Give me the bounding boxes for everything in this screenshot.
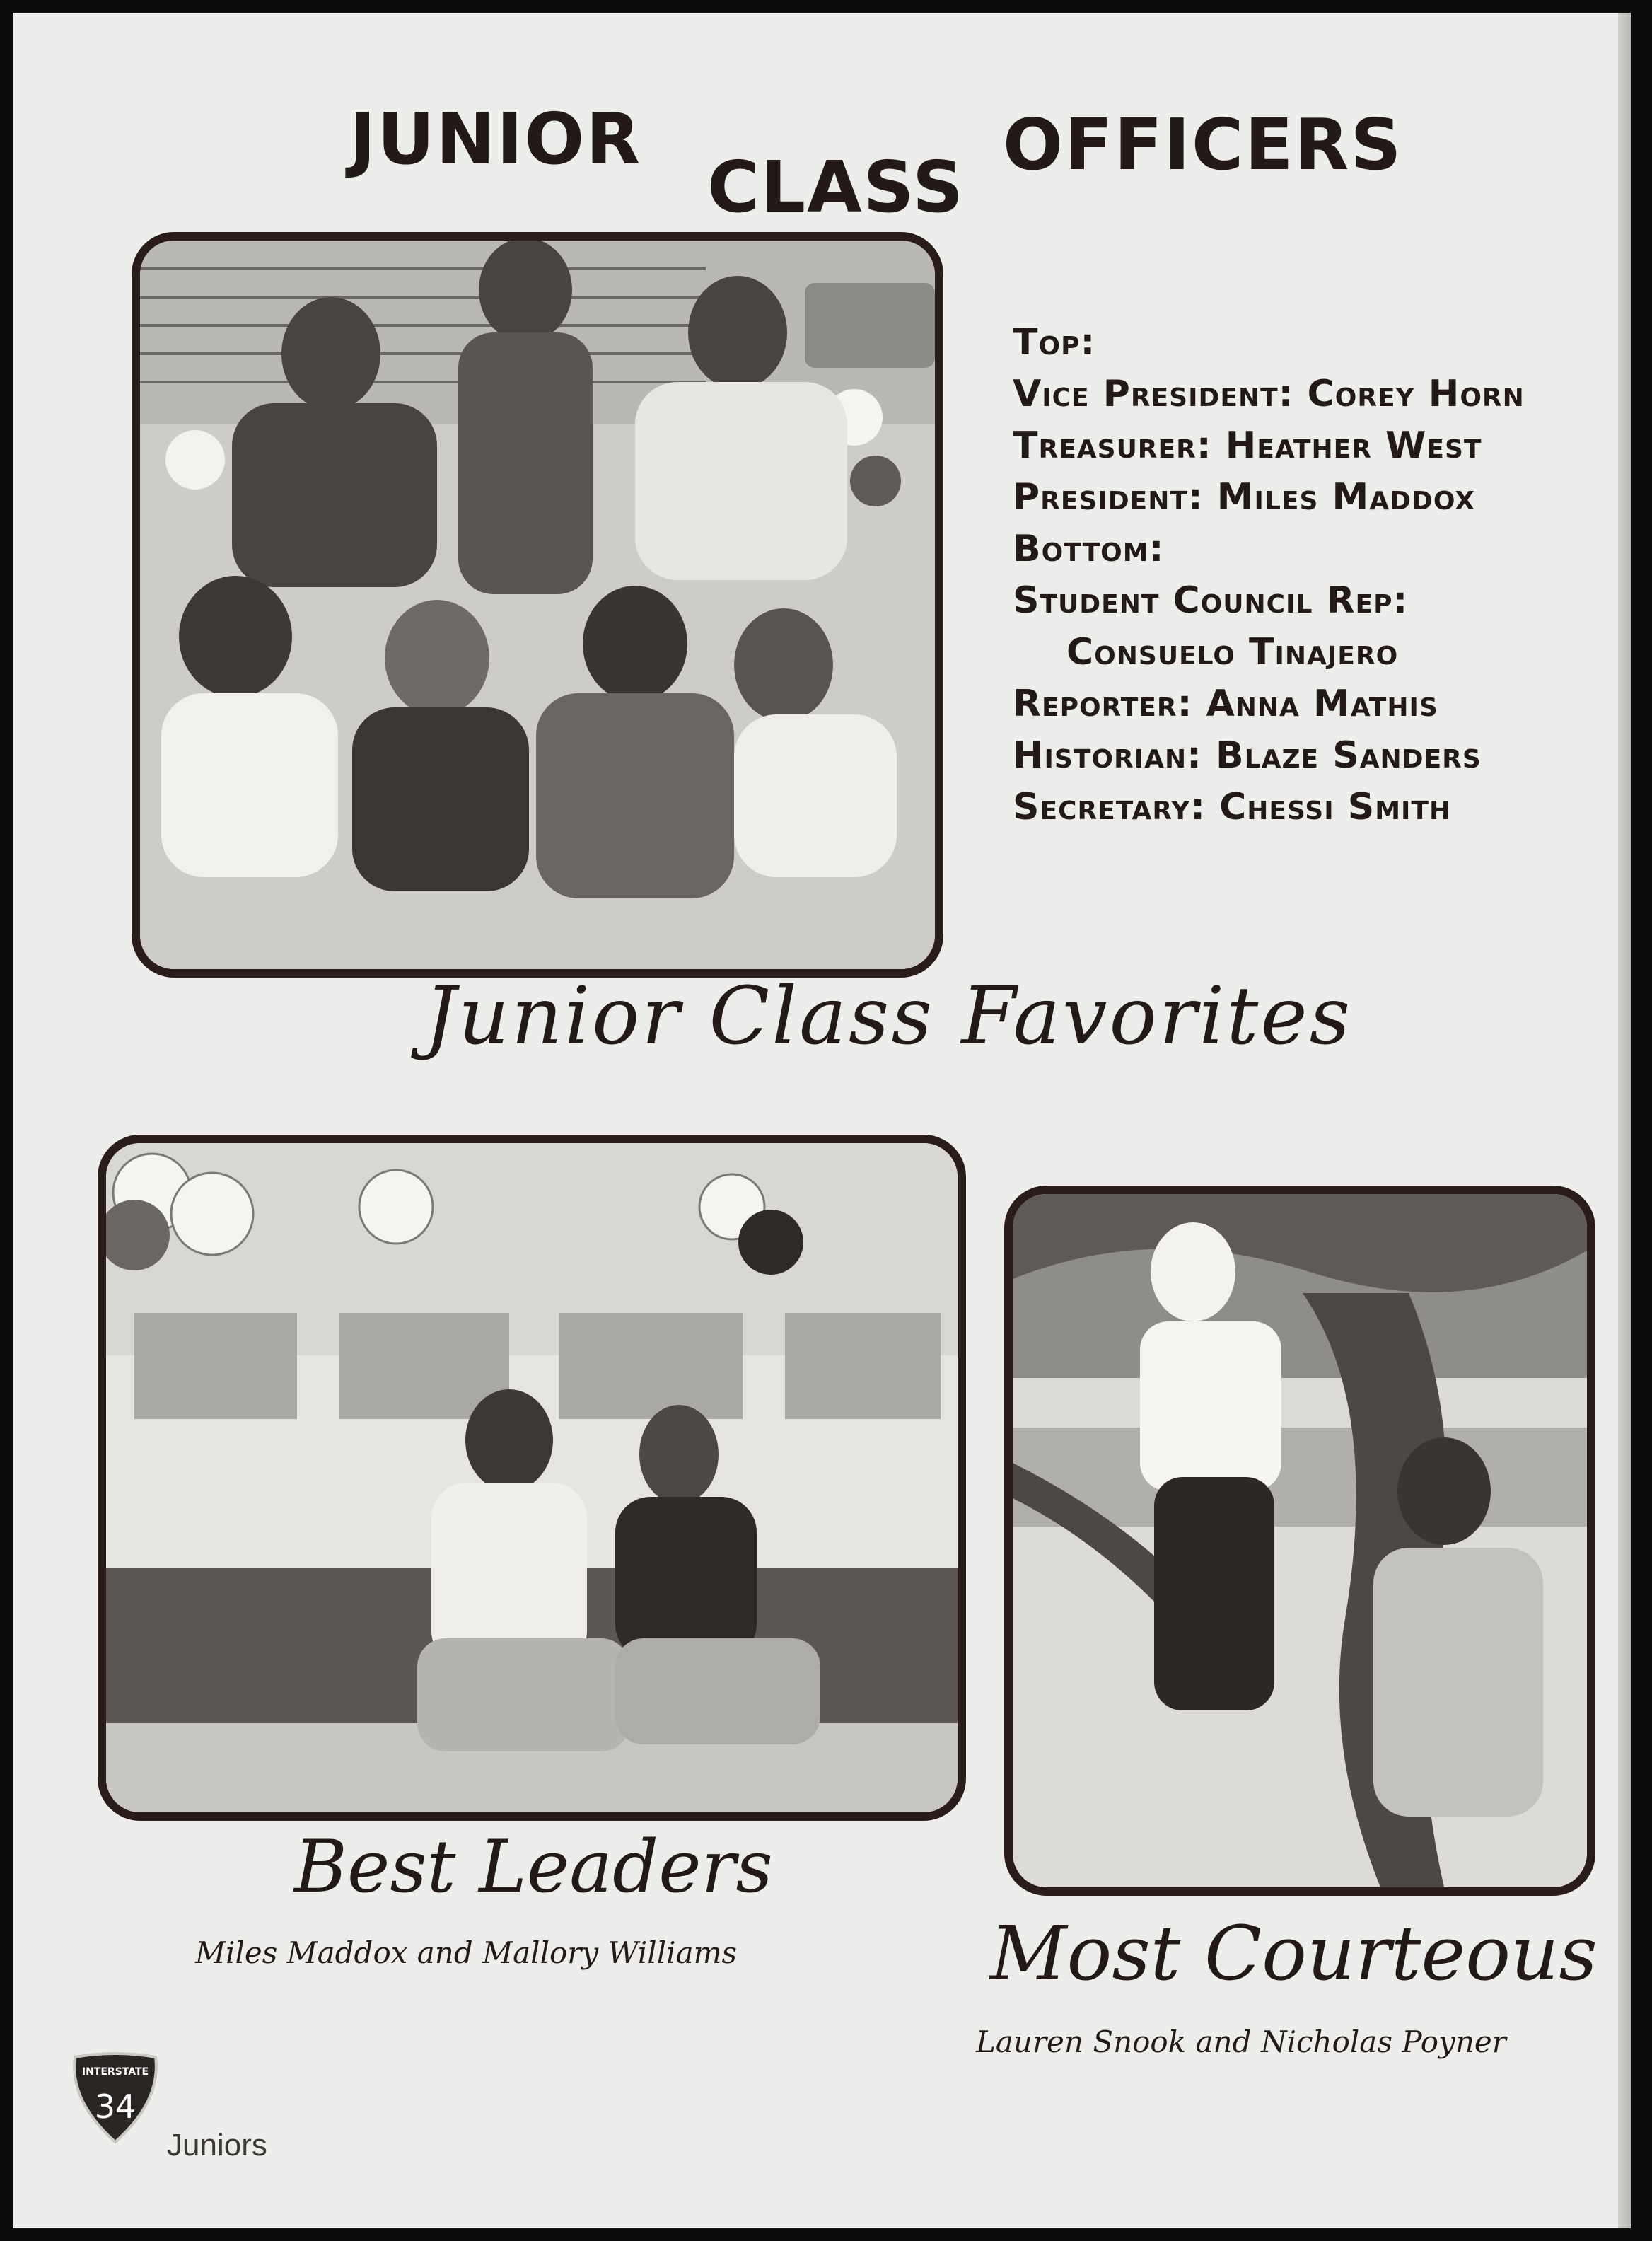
- title-word-junior: JUNIOR: [349, 98, 642, 180]
- officers-line-president: President: Miles Maddox: [1013, 476, 1475, 519]
- officers-line-secretary: Secretary: Chessi Smith: [1013, 786, 1452, 828]
- most-courteous-scene: [1013, 1194, 1587, 1887]
- best-leaders-names: Miles Maddox and Mallory Williams: [195, 1935, 738, 1970]
- best-leaders-photo: [98, 1135, 966, 1821]
- officers-line-reporter: Reporter: Anna Mathis: [1013, 683, 1438, 725]
- most-courteous-photo: [1004, 1186, 1595, 1896]
- page-number: 34: [94, 2087, 136, 2126]
- officers-line-bottom: Bottom:: [1013, 528, 1165, 570]
- best-leaders-title: Best Leaders: [294, 1825, 773, 1909]
- most-courteous-title: Most Courteous: [990, 1910, 1598, 1997]
- officers-line-student-council: Student Council Rep:: [1013, 579, 1409, 622]
- favorites-heading: Junior Class Favorites: [424, 971, 1353, 1062]
- most-courteous-names: Lauren Snook and Nicholas Poyner: [976, 2025, 1506, 2059]
- officers-line-treasurer: Treasurer: Heather West: [1013, 424, 1482, 467]
- officers-line-vice-president: Vice President: Corey Horn: [1013, 373, 1525, 415]
- officers-list: [1013, 317, 1635, 833]
- officers-line-top: Top:: [1013, 321, 1096, 364]
- title-word-officers: OFFICERS: [1003, 103, 1403, 186]
- officers-photo-scene: [140, 241, 935, 969]
- officers-group-photo: [132, 232, 943, 978]
- title-word-class: CLASS: [707, 146, 965, 228]
- officers-line-student-council-name: Consuelo Tinajero: [1066, 631, 1399, 673]
- interstate-shield-icon: [68, 2051, 163, 2146]
- best-leaders-scene: [106, 1143, 958, 1812]
- section-label: Juniors: [167, 2128, 267, 2162]
- officers-line-historian: Historian: Blaze Sanders: [1013, 734, 1482, 777]
- shield-top-text: INTERSTATE: [81, 2066, 149, 2078]
